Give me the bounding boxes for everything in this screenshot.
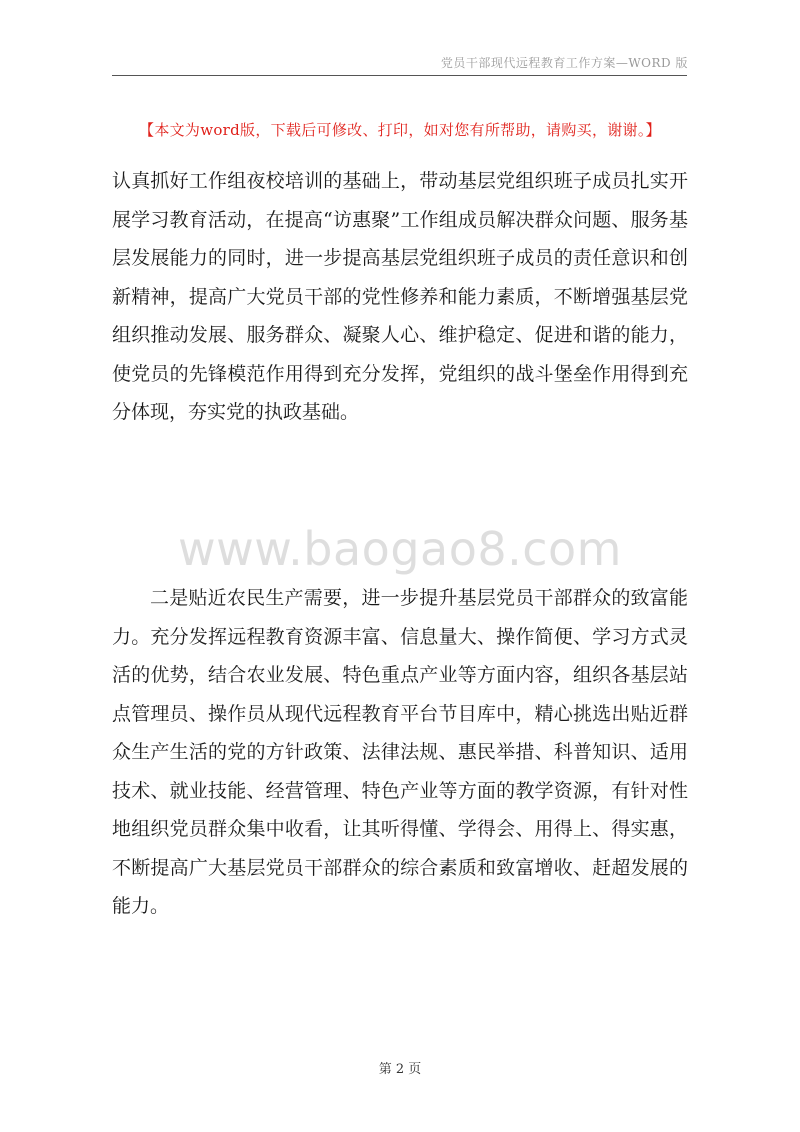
body-paragraph-1: 认真抓好工作组夜校培训的基础上，带动基层党组织班子成员扎实开展学习教育活动，在提高“访惠聚”工作组成员解决群众问题、服务基层发展能力的同时，进一步提高基层党组织班子成员的责任意识和创新精神，提高广大党员干部的党性修养和能力素质，不断增强基层党组织推动发展、服务群众、凝聚人心、维护稳定、促进和谐的能力，使党员的先锋模范作用得到充分发挥，党组织的战斗堡垒作用得到充分体现，夯实党的执政基础。 (112, 170, 688, 423)
download-notice: 【本文为word版，下载后可修改、打印，如对您有所帮助，请购买，谢谢。】 (139, 121, 661, 139)
running-header: 党员干部现代远程教育工作方案—WORD 版 (440, 56, 688, 70)
page-number: 第 2 页 (378, 1062, 422, 1077)
header-divider (112, 75, 687, 76)
body-paragraph-2: 二是贴近农民生产需要，进一步提升基层党员干部群众的致富能力。充分发挥远程教育资源丰富、信息量大、操作简便、学习方式灵活的优势，结合农业发展、特色重点产业等方面内容，组织各基层站点管理员、操作员从现代远程教育平台节目库中，精心挑选出贴近群众生产生活的党的方针政策、法律法规、惠民举措、科普知识、适用技术、就业技能、经营管理、特色产业等方面的教学资源，有针对性地组织党员群众集中收看，让其听得懂、学得会、用得上、得实惠，不断提高广大基层党员干部群众的综合素质和致富增收、赶超发展的能力。 (112, 587, 688, 917)
watermark-text: www.baogao8.com (178, 522, 622, 576)
